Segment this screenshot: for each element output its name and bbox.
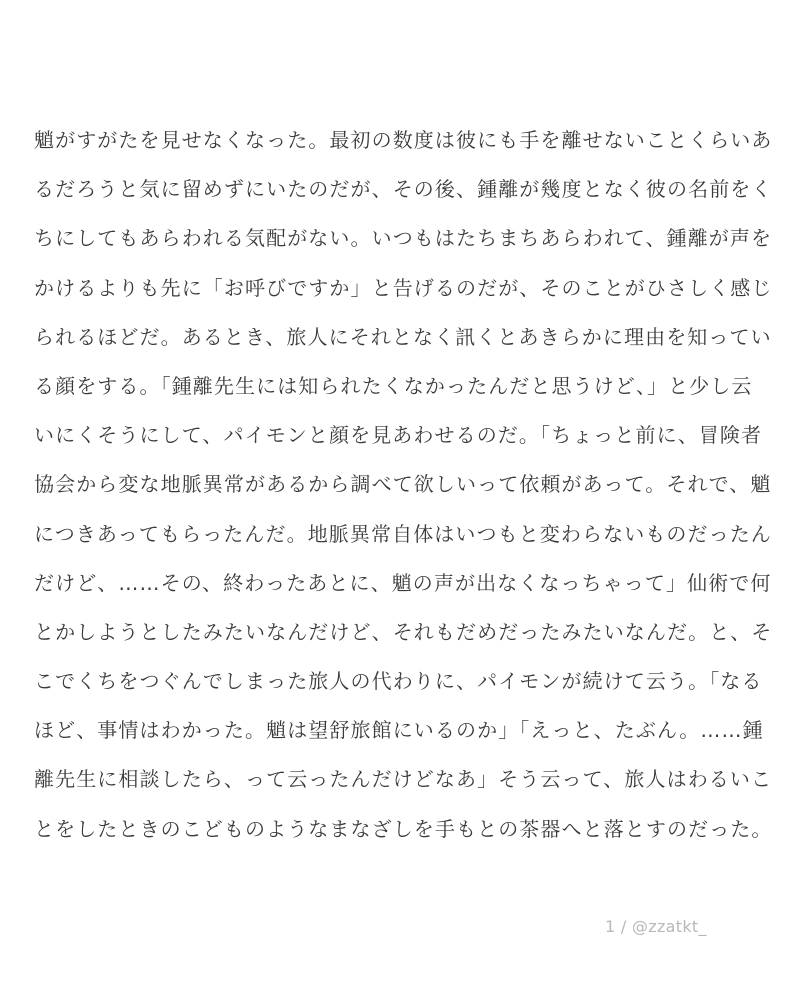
body-line: られるほどだ。あるとき、旅人にそれとなく訊くとあきらかに理由を知ってい xyxy=(34,324,772,349)
body-line: 離先生に相談したら、って云ったんだけどなあ」そう云って、旅人はわるいこ xyxy=(34,767,773,792)
body-line: 魈がすがたを見せなくなった。最初の数度は彼にも手を離せないことくらいあ xyxy=(34,128,773,152)
page-footer-credit: 1 / @zzatkt_ xyxy=(605,917,707,936)
body-line: るだろうと気に留めずにいたのだが、その後、鍾離が幾度となく彼の名前をく xyxy=(34,177,773,202)
body-line: こでくちをつぐんでしまった旅人の代わりに、パイモンが続けて云う。「なる xyxy=(34,669,763,694)
body-text xyxy=(34,119,774,857)
body-line: とかしようとしたみたいなんだけど、それもだめだったみたいなんだ。と、そ xyxy=(34,619,773,644)
body-line: る顔をする。「鍾離先生には知られたくなかったんだと思うけど、」と少し云 xyxy=(34,373,753,398)
body-line: ほど、事情はわかった。魈は望舒旅館にいるのか」「えっと、たぶん。……鍾 xyxy=(34,718,764,743)
body-line: だけど、……その、終わったあとに、魈の声が出なくなっちゃって」仙術で何 xyxy=(34,570,772,595)
body-line: につきあってもらったんだ。地脈異常自体はいつもと変わらないものだったん xyxy=(34,521,772,546)
body-line: かけるよりも先に「お呼びですか」と告げるのだが、そのことがひさしく感じ xyxy=(34,275,773,300)
body-line: 協会から変な地脈異常があるから調べて欲しいって依頼があって。それで、魈 xyxy=(34,472,772,497)
body-line: いにくそうにして、パイモンと顔を見あわせるのだ。「ちょっと前に、冒険者 xyxy=(34,423,763,448)
body-line: ちにしてもあらわれる気配がない。いつもはたちまちあらわれて、鍾離が声を xyxy=(34,226,773,251)
body-line: とをしたときのこどものようなまなざしを手もとの茶器へと落とすのだった。 xyxy=(34,816,773,841)
